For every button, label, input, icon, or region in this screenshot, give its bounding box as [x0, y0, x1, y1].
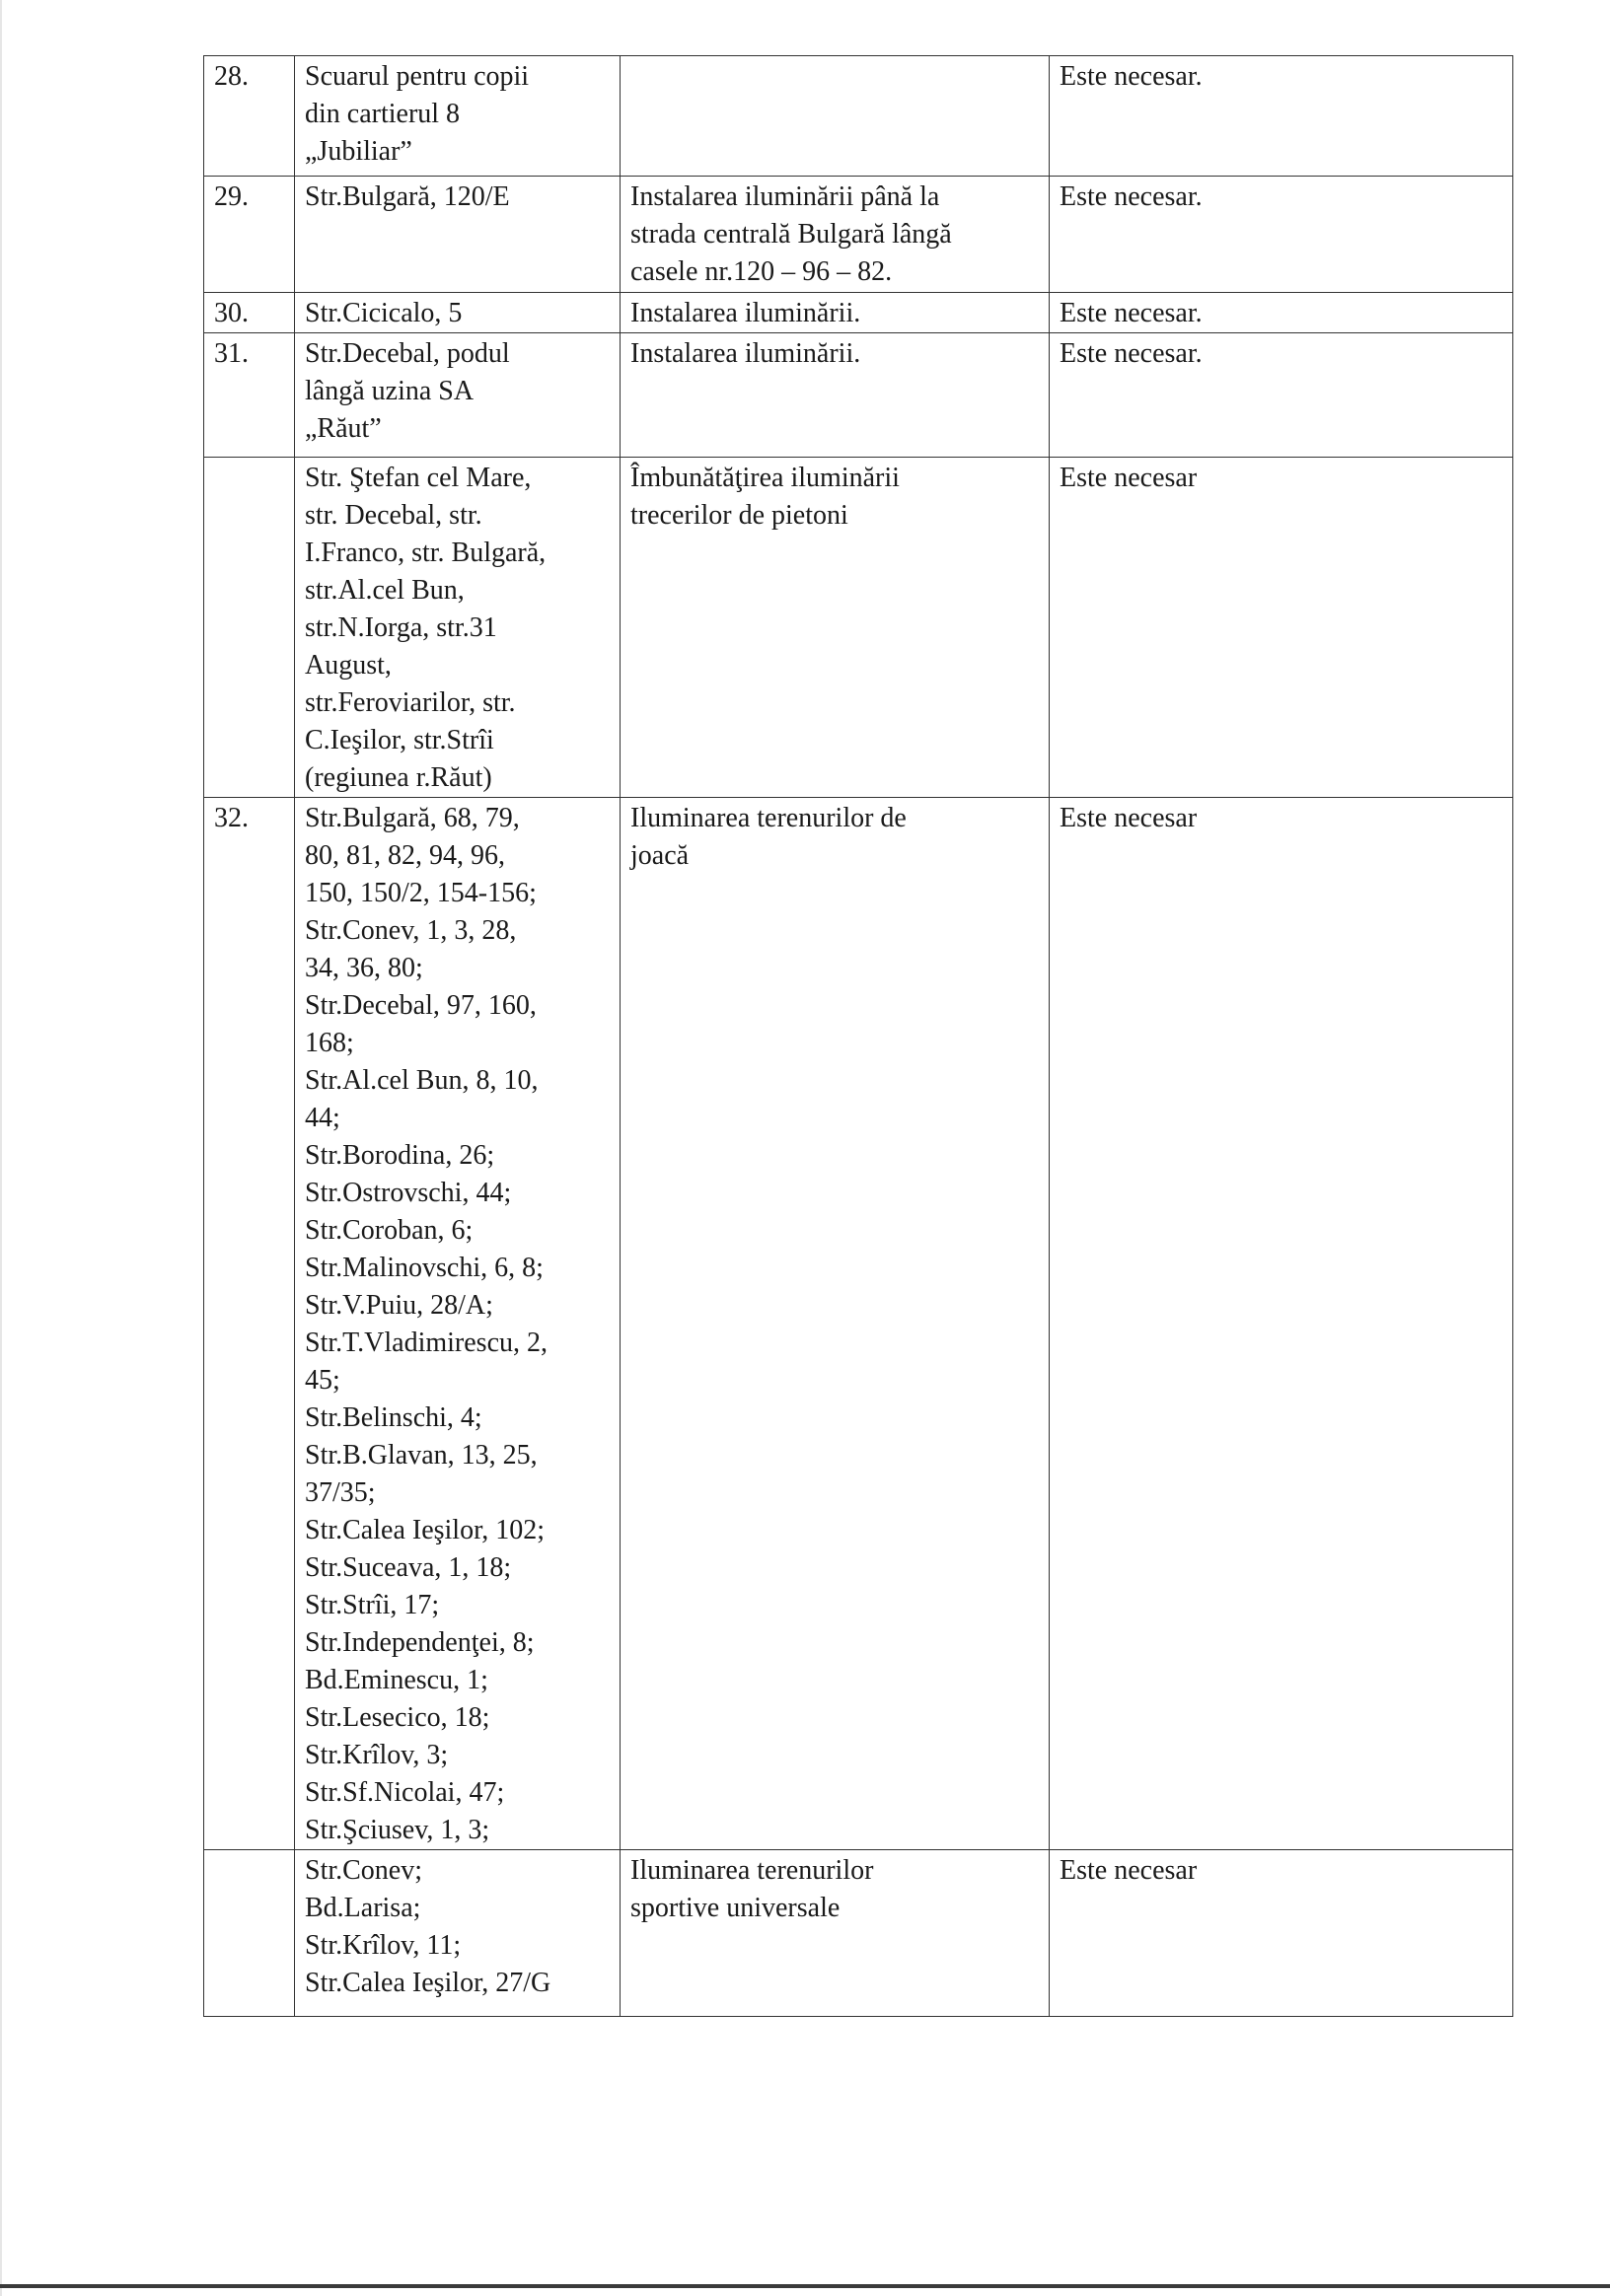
lighting-works-table — [203, 55, 1513, 2017]
address-line: Str.Şciusev, 1, 3; — [305, 1815, 490, 1845]
status-text: Este necesar. — [1060, 181, 1203, 212]
work-cell — [621, 56, 1050, 177]
address-line: Str.Malinovschi, 6, 8; — [305, 1253, 544, 1283]
status-cell — [1050, 56, 1513, 177]
status-cell — [1050, 1850, 1513, 2017]
row-number-cell — [204, 333, 295, 458]
row-number-cell — [204, 458, 295, 798]
table-row — [204, 1850, 1513, 2017]
address-line: Str.Belinschi, 4; — [305, 1402, 482, 1433]
address-line: 80, 81, 82, 94, 96, — [305, 840, 505, 871]
address-line: Str.Krîlov, 11; — [305, 1930, 462, 1961]
work-line: sportive universale — [630, 1893, 841, 1923]
address-line: Str.Al.cel Bun, 8, 10, — [305, 1065, 539, 1096]
row-number: 31. — [214, 338, 249, 369]
address-line: August, — [305, 650, 392, 681]
row-number-cell — [204, 177, 295, 293]
status-cell — [1050, 333, 1513, 458]
status-text: Este necesar — [1060, 463, 1198, 493]
address-line: Str.Suceava, 1, 18; — [305, 1552, 512, 1583]
address-line: (regiunea r.Răut) — [305, 762, 492, 793]
address-line: „Jubiliar” — [305, 136, 412, 167]
address-line: 34, 36, 80; — [305, 953, 423, 983]
row-number-cell — [204, 293, 295, 333]
address-line: Str.Bulgară, 68, 79, — [305, 803, 520, 833]
address-line: Str.Decebal, podul — [305, 338, 510, 369]
row-number: 30. — [214, 298, 249, 328]
address-line: Str.Sf.Nicolai, 47; — [305, 1777, 505, 1808]
status-text: Este necesar — [1060, 803, 1198, 833]
address-line: Str. Ştefan cel Mare, — [305, 463, 532, 493]
address-line: 44; — [305, 1103, 340, 1133]
status-cell — [1050, 293, 1513, 333]
address-line: 150, 150/2, 154-156; — [305, 878, 537, 908]
table-row — [204, 333, 1513, 458]
work-cell — [621, 1850, 1050, 2017]
address-cell — [295, 458, 621, 798]
address-line: C.Ieşilor, str.Strîi — [305, 725, 494, 755]
address-cell — [295, 798, 621, 1850]
address-line: Bd.Larisa; — [305, 1893, 421, 1923]
work-line: Îmbunătăţirea iluminării — [630, 463, 900, 493]
work-line: Instalarea iluminării. — [630, 298, 861, 328]
row-number: 28. — [214, 61, 249, 92]
address-cell — [295, 293, 621, 333]
work-line: Iluminarea terenurilor — [630, 1855, 874, 1886]
work-line: Instalarea iluminării până la — [630, 181, 940, 212]
scan-edge — [0, 0, 2, 2296]
address-cell — [295, 333, 621, 458]
work-cell — [621, 177, 1050, 293]
work-line: strada centrală Bulgară lângă — [630, 219, 952, 250]
work-line: casele nr.120 – 96 – 82. — [630, 256, 893, 287]
address-line: str.N.Iorga, str.31 — [305, 612, 497, 643]
row-number-cell — [204, 56, 295, 177]
address-line: Str.T.Vladimirescu, 2, — [305, 1327, 548, 1358]
address-line: str.Feroviarilor, str. — [305, 687, 516, 718]
address-line: Scuarul pentru copii — [305, 61, 530, 92]
scan-bottom-border — [0, 2284, 1610, 2288]
work-cell — [621, 293, 1050, 333]
address-line: lângă uzina SA — [305, 376, 475, 406]
address-line: str.Al.cel Bun, — [305, 575, 465, 606]
table-row — [204, 293, 1513, 333]
address-line: Str.Conev, 1, 3, 28, — [305, 915, 517, 946]
address-line: Str.Borodina, 26; — [305, 1140, 495, 1171]
address-cell — [295, 177, 621, 293]
row-number-cell — [204, 1850, 295, 2017]
row-number-cell — [204, 798, 295, 1850]
status-text: Este necesar — [1060, 1855, 1198, 1886]
address-line: I.Franco, str. Bulgară, — [305, 538, 547, 568]
address-line: Str.V.Puiu, 28/A; — [305, 1290, 493, 1321]
address-line: str. Decebal, str. — [305, 500, 482, 531]
table-body — [204, 56, 1513, 2017]
address-line: Str.Calea Ieşilor, 27/G — [305, 1968, 551, 1998]
status-text: Este necesar. — [1060, 298, 1203, 328]
address-line: 45; — [305, 1365, 340, 1396]
address-line: Str.Lesecico, 18; — [305, 1702, 490, 1733]
work-line: joacă — [630, 840, 690, 871]
address-line: Str.Decebal, 97, 160, — [305, 990, 537, 1021]
work-line: Instalarea iluminării. — [630, 338, 861, 369]
work-cell — [621, 458, 1050, 798]
work-cell — [621, 798, 1050, 1850]
status-cell — [1050, 458, 1513, 798]
address-cell — [295, 1850, 621, 2017]
row-number: 32. — [214, 803, 249, 833]
address-line: 168; — [305, 1028, 354, 1058]
address-cell — [295, 56, 621, 177]
address-line: 37/35; — [305, 1477, 376, 1508]
status-text: Este necesar. — [1060, 338, 1203, 369]
status-cell — [1050, 177, 1513, 293]
table-row — [204, 177, 1513, 293]
address-line: Str.Strîi, 17; — [305, 1590, 440, 1620]
work-cell — [621, 333, 1050, 458]
address-line: Str.Conev; — [305, 1855, 423, 1886]
status-text: Este necesar. — [1060, 61, 1203, 92]
work-line: trecerilor de pietoni — [630, 500, 848, 531]
address-line: Str.Calea Ieşilor, 102; — [305, 1515, 546, 1545]
address-line: Str.Cicicalo, 5 — [305, 298, 463, 328]
address-line: Str.B.Glavan, 13, 25, — [305, 1440, 538, 1471]
table-row — [204, 458, 1513, 798]
address-line: din cartierul 8 — [305, 99, 461, 129]
row-number: 29. — [214, 181, 249, 212]
table-row — [204, 798, 1513, 1850]
address-line: Str.Krîlov, 3; — [305, 1740, 449, 1770]
address-line: Str.Bulgară, 120/E — [305, 181, 510, 212]
address-line: Str.Independenţei, 8; — [305, 1627, 535, 1658]
address-line: Str.Ostrovschi, 44; — [305, 1178, 512, 1208]
table-row — [204, 56, 1513, 177]
address-line: „Răut” — [305, 413, 382, 444]
address-line: Str.Coroban, 6; — [305, 1215, 474, 1246]
work-line: Iluminarea terenurilor de — [630, 803, 907, 833]
status-cell — [1050, 798, 1513, 1850]
address-line: Bd.Eminescu, 1; — [305, 1665, 488, 1695]
